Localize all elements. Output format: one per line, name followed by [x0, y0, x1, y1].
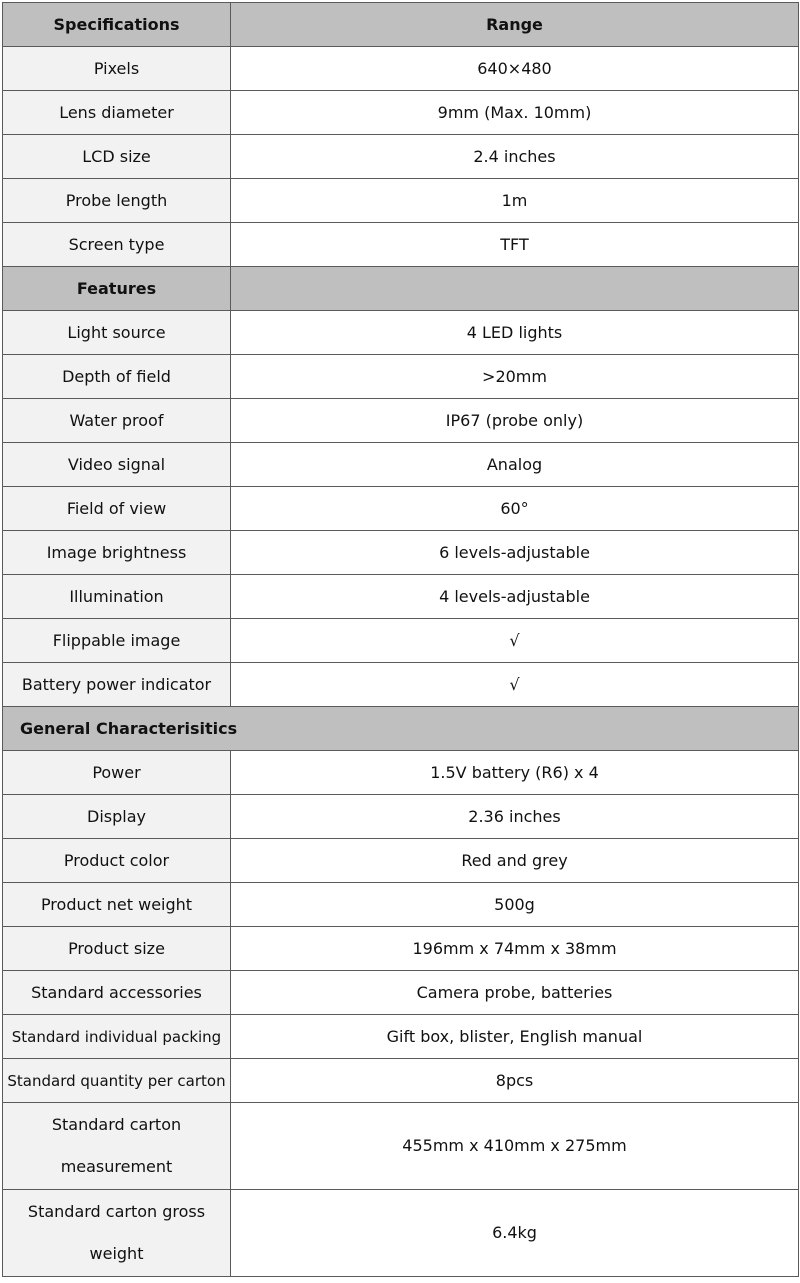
spec-value: 1m [231, 179, 799, 223]
general-label: Standard quantity per carton [3, 1059, 231, 1103]
feature-label: Depth of field [3, 355, 231, 399]
table-header-row [3, 3, 799, 47]
table-row [3, 531, 799, 575]
spec-value: 9mm (Max. 10mm) [231, 91, 799, 135]
feature-label: Illumination [3, 575, 231, 619]
table-row [3, 927, 799, 971]
table-row [3, 839, 799, 883]
table-row [3, 487, 799, 531]
table-row [3, 663, 799, 707]
header-specifications: Specifications [3, 3, 231, 47]
general-value: 6.4kg [231, 1190, 799, 1277]
general-label: Product net weight [3, 883, 231, 927]
general-value: Gift box, blister, English manual [231, 1015, 799, 1059]
feature-value: Analog [231, 443, 799, 487]
table-row [3, 91, 799, 135]
table-row [3, 179, 799, 223]
table-row [3, 311, 799, 355]
general-value: 1.5V battery (R6) x 4 [231, 751, 799, 795]
general-value: Camera probe, batteries [231, 971, 799, 1015]
feature-label: Video signal [3, 443, 231, 487]
spec-value: 640×480 [231, 47, 799, 91]
table-row [3, 47, 799, 91]
general-label: Display [3, 795, 231, 839]
feature-label: Image brightness [3, 531, 231, 575]
table-row [3, 751, 799, 795]
general-value: 500g [231, 883, 799, 927]
general-label: Product size [3, 927, 231, 971]
table-row [3, 1103, 799, 1190]
table-row [3, 795, 799, 839]
section-header-general [3, 707, 799, 751]
general-label: Power [3, 751, 231, 795]
general-label: Standard individual packing [3, 1015, 231, 1059]
spec-value: 2.4 inches [231, 135, 799, 179]
general-value: 196mm x 74mm x 38mm [231, 927, 799, 971]
table-row [3, 1059, 799, 1103]
feature-value: √ [231, 663, 799, 707]
feature-label: Battery power indicator [3, 663, 231, 707]
general-value: 8pcs [231, 1059, 799, 1103]
table-row [3, 575, 799, 619]
feature-value: 4 levels-adjustable [231, 575, 799, 619]
spec-value: TFT [231, 223, 799, 267]
spec-label: Screen type [3, 223, 231, 267]
spec-label: Pixels [3, 47, 231, 91]
feature-value: √ [231, 619, 799, 663]
spec-label: Lens diameter [3, 91, 231, 135]
spec-table [2, 2, 799, 1277]
general-label: Product color [3, 839, 231, 883]
general-label: Standard carton measurement [3, 1103, 231, 1190]
table-row [3, 443, 799, 487]
table-row [3, 355, 799, 399]
section-header-blank [231, 267, 799, 311]
section-header-features [3, 267, 799, 311]
general-value: 455mm x 410mm x 275mm [231, 1103, 799, 1190]
table-row [3, 619, 799, 663]
feature-value: 4 LED lights [231, 311, 799, 355]
table-row [3, 1190, 799, 1277]
feature-value: >20mm [231, 355, 799, 399]
table-row [3, 883, 799, 927]
feature-label: Light source [3, 311, 231, 355]
header-range: Range [231, 3, 799, 47]
feature-value: 60° [231, 487, 799, 531]
section-title-general: General Characterisitics [3, 707, 799, 751]
feature-label: Field of view [3, 487, 231, 531]
spec-label: Probe length [3, 179, 231, 223]
spec-label: LCD size [3, 135, 231, 179]
table-row [3, 399, 799, 443]
table-row [3, 223, 799, 267]
feature-value: IP67 (probe only) [231, 399, 799, 443]
feature-label: Water proof [3, 399, 231, 443]
general-label: Standard carton gross weight [3, 1190, 231, 1277]
table-row [3, 135, 799, 179]
table-row [3, 1015, 799, 1059]
feature-label: Flippable image [3, 619, 231, 663]
general-value: 2.36 inches [231, 795, 799, 839]
feature-value: 6 levels-adjustable [231, 531, 799, 575]
section-title-features: Features [3, 267, 231, 311]
general-value: Red and grey [231, 839, 799, 883]
table-row [3, 971, 799, 1015]
general-label: Standard accessories [3, 971, 231, 1015]
